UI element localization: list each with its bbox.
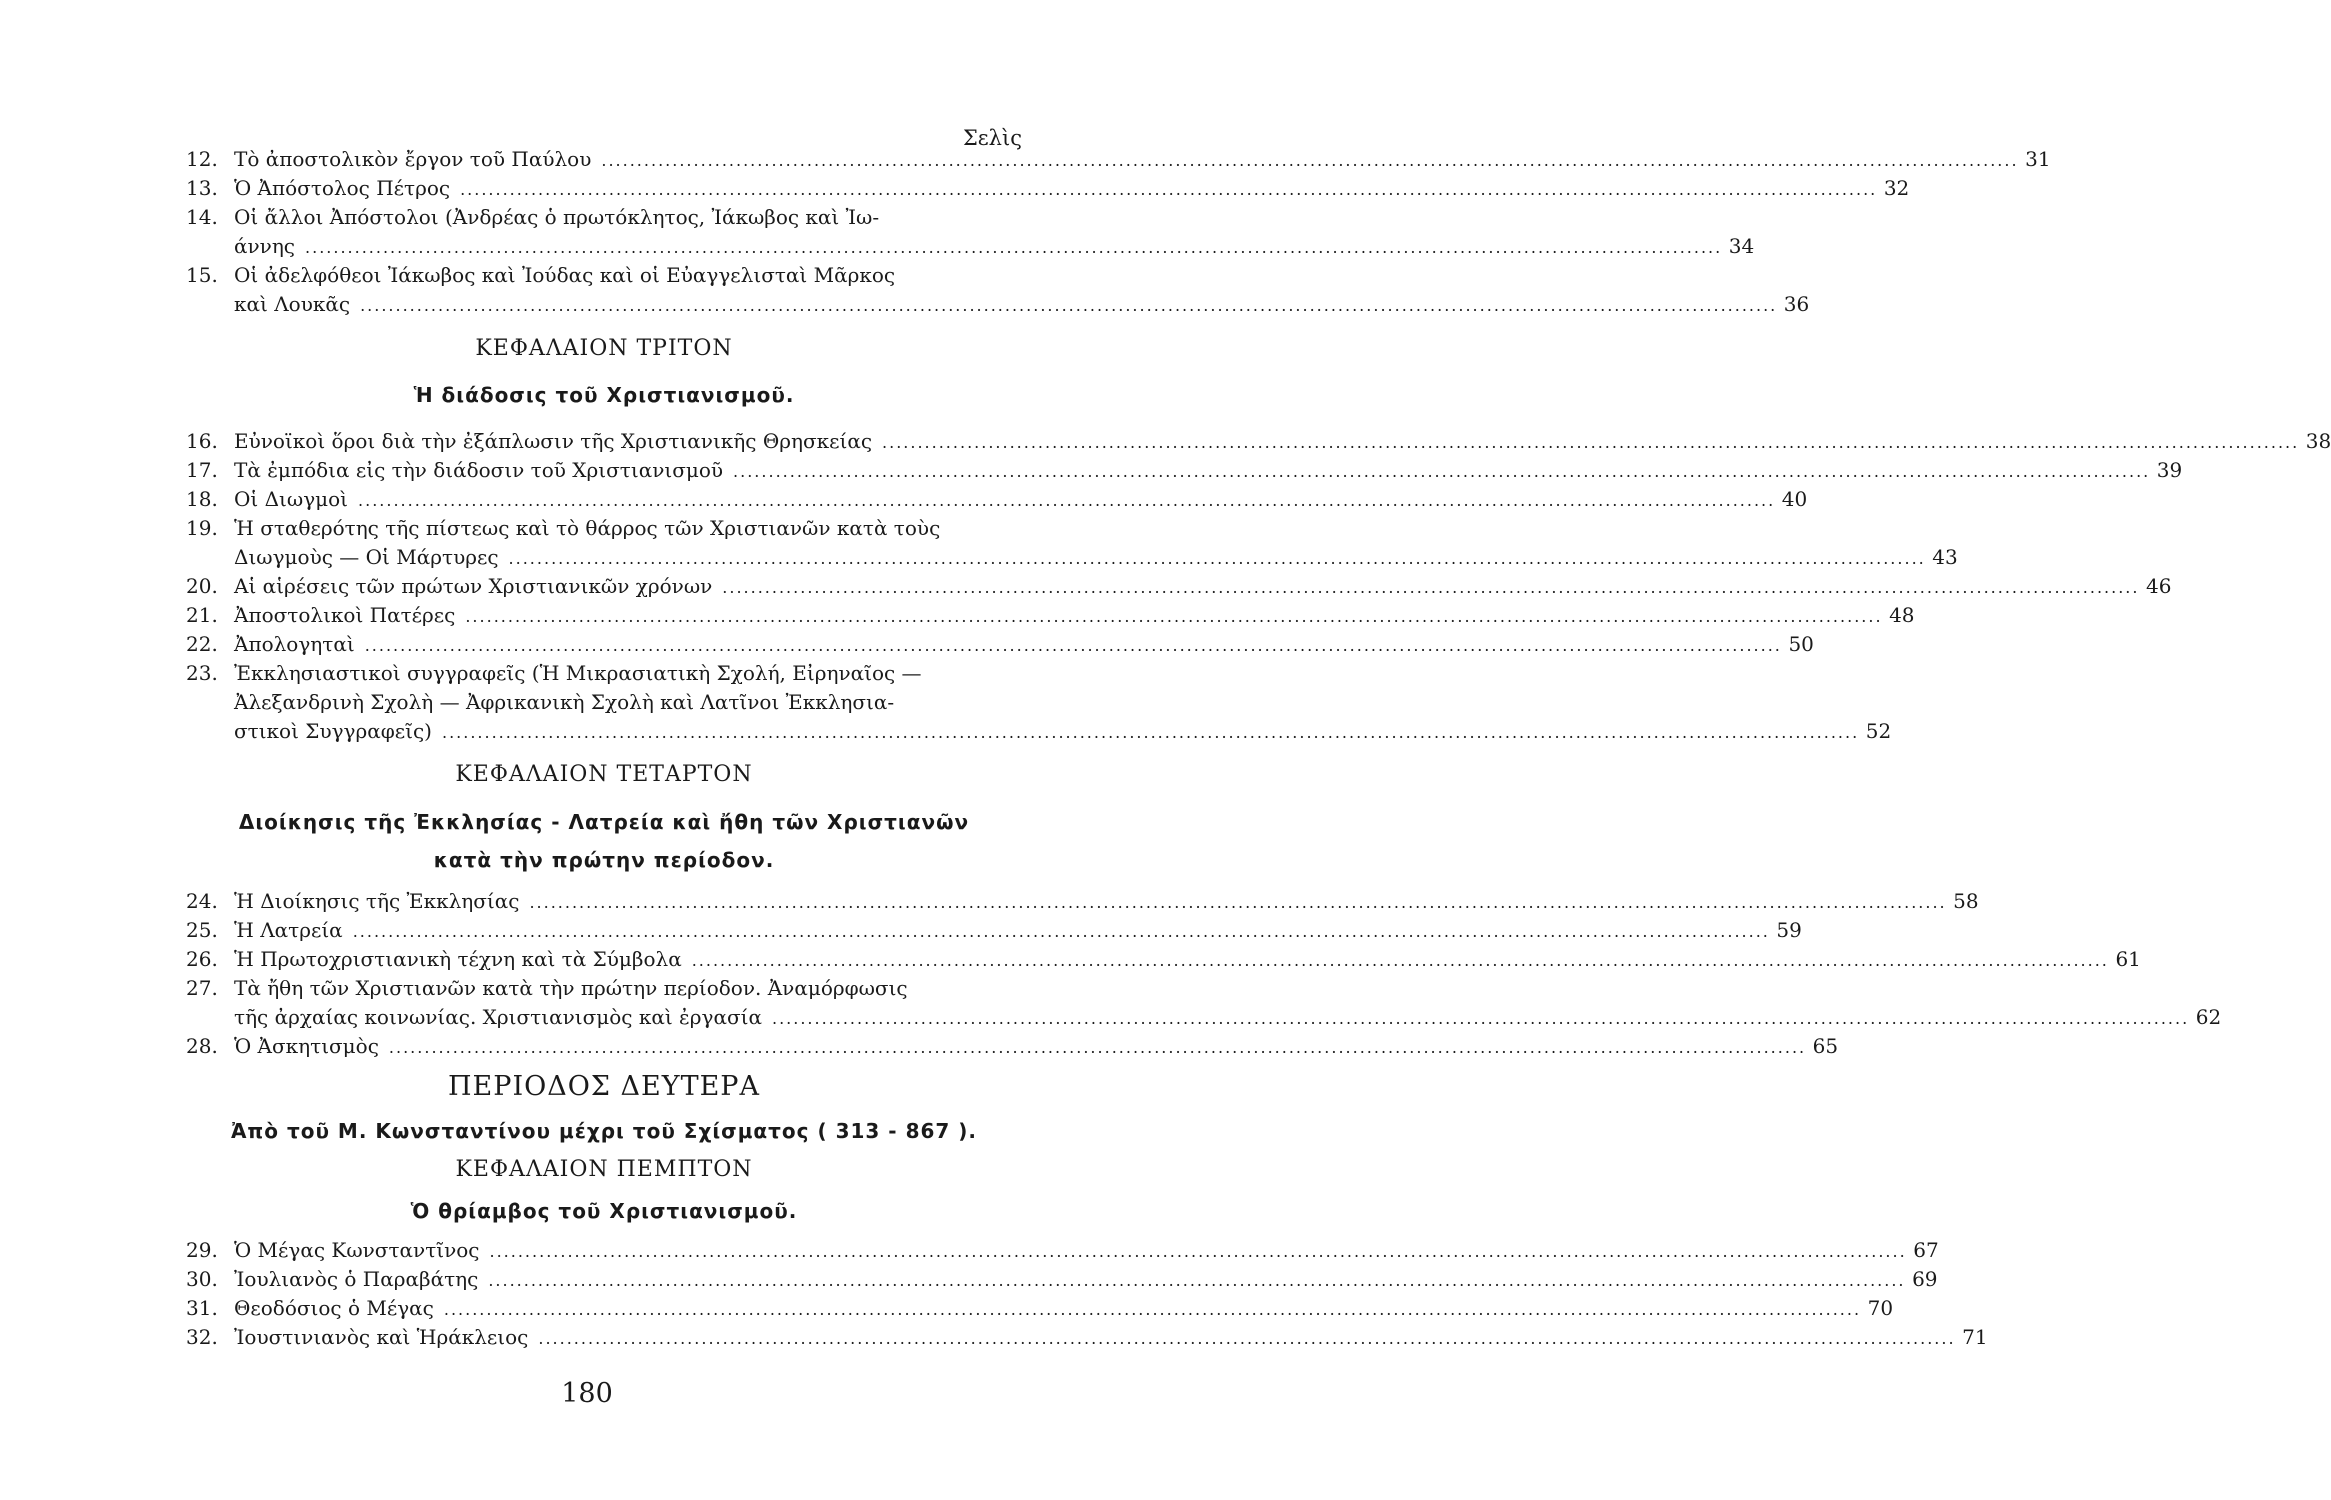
- toc-entry-page: 39: [2156, 458, 2183, 482]
- dot-leader: ........................................................................................................................................................................................................: [358, 491, 1776, 510]
- toc-entry-page: 61: [2115, 947, 2141, 971]
- toc-entry-number: 29.: [186, 1238, 218, 1262]
- toc-entry-page: 46: [2146, 574, 2172, 598]
- toc-entry-page: 36: [1783, 292, 1810, 316]
- toc-entry: [186, 261, 1810, 320]
- toc-entry-page: 58: [1953, 889, 1979, 913]
- toc-entry-number: 26.: [186, 947, 218, 971]
- toc-entry: [186, 572, 2172, 602]
- dot-leader: ........................................................................................................................................................................................................: [443, 1300, 1862, 1319]
- toc-entry-title-line: Τὰ ἤθη τῶν Χριστιανῶν κατὰ τὴν πρώτην περίοδον. Ἀναμόρφωσις: [234, 976, 908, 1000]
- dot-leader: ........................................................................................................................................................................................................: [388, 1038, 1807, 1057]
- toc-entry-title-line: άννης: [234, 234, 296, 258]
- toc-entry: [186, 1294, 1894, 1324]
- toc-entry-number: 19.: [186, 516, 218, 540]
- toc-entry: [186, 456, 2183, 486]
- dot-leader: ........................................................................................................................................................................................................: [305, 238, 1723, 257]
- toc-entry: [186, 659, 1892, 747]
- toc-entry-title-line: Ἰουστινιανὸς καὶ Ἡράκλειος: [234, 1325, 529, 1349]
- dot-leader: ........................................................................................................................................................................................................: [882, 433, 2300, 452]
- dot-leader: ........................................................................................................................................................................................................: [488, 1271, 1906, 1290]
- toc-entry-number: 21.: [186, 603, 218, 627]
- toc-entry-title-line: Ὁ Ἀσκητισμὸς: [234, 1034, 379, 1058]
- toc-entry-page: 38: [2305, 429, 2331, 453]
- toc-entry-number: 30.: [186, 1267, 218, 1291]
- period-two-subtitle: Ἀπὸ τοῦ Μ. Κωνσταντίνου μέχρι τοῦ Σχίσματος ( 313 - 867 ).: [230, 1119, 978, 1143]
- page-column-label: Σελὶς: [962, 126, 1022, 150]
- dot-leader: ........................................................................................................................................................................................................: [733, 462, 2151, 481]
- toc-entry: [186, 1323, 1988, 1353]
- toc-entry-title-line: Διωγμοὺς — Οἱ Μάρτυρες: [234, 545, 499, 569]
- toc-entry-page: 48: [1889, 603, 1915, 627]
- toc-entry-page: 31: [2025, 147, 2051, 171]
- dot-leader: ........................................................................................................................................................................................................: [352, 922, 1770, 941]
- toc-entry-number: 15.: [186, 263, 218, 287]
- toc-entry: [186, 1265, 1938, 1295]
- toc-entry-title-line: στικοὶ Συγγραφεῖς): [234, 719, 432, 743]
- toc-entry: [186, 630, 1814, 660]
- toc-entry-number: 32.: [186, 1325, 218, 1349]
- toc-entry-page: 62: [2195, 1005, 2222, 1029]
- toc-entry-title-line: τῆς ἀρχαίας κοινωνίας. Χριστιανισμὸς καὶ ἐργασία: [234, 1005, 762, 1029]
- toc-entry-number: 27.: [186, 976, 218, 1000]
- toc-entry-title-line: Ἡ σταθερότης τῆς πίστεως καὶ τὸ θάρρος τῶν Χριστιανῶν κατὰ τοὺς: [234, 516, 941, 540]
- toc-entry: [186, 1236, 1939, 1266]
- toc-entry-number: 31.: [186, 1296, 218, 1320]
- toc-entry-page: 32: [1883, 176, 1910, 200]
- toc-entry-title-line: Ἰουλιανὸς ὁ Παραβάτης: [234, 1267, 479, 1291]
- dot-leader: ........................................................................................................................................................................................................: [360, 296, 1778, 315]
- chapter-five-heading: ΚΕΦΑΛΑΙΟΝ ΠΕΜΠΤΟΝ: [455, 1157, 753, 1182]
- toc-entry-number: 20.: [186, 574, 218, 598]
- toc-entry-page: 70: [1867, 1296, 1894, 1320]
- dot-leader: ........................................................................................................................................................................................................: [529, 893, 1947, 912]
- toc-entry-title-line: Εὐνοϊκοὶ ὅροι διὰ τὴν ἐξάπλωσιν τῆς Χριστιανικῆς Θρησκείας: [234, 429, 873, 453]
- toc-entry: [186, 514, 1958, 573]
- toc-entry: [186, 945, 2141, 975]
- toc-entry-number: 12.: [186, 147, 218, 171]
- period-two-heading: ΠΕΡΙΟΔΟΣ ΔΕΥΤΕΡΑ: [448, 1071, 760, 1102]
- toc-entry-page: 71: [1962, 1325, 1988, 1349]
- page-number: 180: [561, 1378, 613, 1409]
- toc-entry: [186, 174, 1910, 204]
- toc-entry: [186, 601, 1915, 631]
- dot-leader: ........................................................................................................................................................................................................: [460, 180, 1878, 199]
- toc-entry-title-line: Οἱ Διωγμοὶ: [234, 487, 349, 511]
- toc-entry: [186, 203, 1755, 262]
- toc-entry-title-line: Ἐκκλησιαστικοὶ συγγραφεῖς (Ἡ Μικρασιατικὴ Σχολή, Εἰρηναῖος —: [234, 661, 922, 685]
- toc-entry-number: 25.: [186, 918, 218, 942]
- toc-entry-title-line: Ἀποστολικοὶ Πατέρες: [234, 603, 456, 627]
- toc-entry-title-line: Ἡ Πρωτοχριστιανικὴ τέχνη καὶ τὰ Σύμβολα: [234, 947, 682, 971]
- toc-entry-page: 65: [1812, 1034, 1839, 1058]
- toc-entry-title-line: Αἱ αἱρέσεις τῶν πρώτων Χριστιανικῶν χρόνων: [234, 574, 713, 598]
- toc-entry-number: 24.: [186, 889, 218, 913]
- toc-entry: [186, 916, 1802, 946]
- toc-entry-title-line: Ἡ Λατρεία: [234, 918, 343, 942]
- toc-entry-number: 13.: [186, 176, 218, 200]
- dot-leader: ........................................................................................................................................................................................................: [441, 723, 1860, 742]
- toc-entry-number: 17.: [186, 458, 218, 482]
- dot-leader: ........................................................................................................................................................................................................: [771, 1009, 2190, 1028]
- chapter-four-subtitle-line1: Διοίκησις τῆς Ἐκκλησίας - Λατρεία καὶ ἤθη τῶν Χριστιανῶν: [238, 810, 970, 834]
- dot-leader: ........................................................................................................................................................................................................: [508, 549, 1926, 568]
- toc-entry-number: 18.: [186, 487, 218, 511]
- toc-entry: [186, 485, 1808, 515]
- toc-entry-title-line: Τὸ ἀποστολικὸν ἔργον τοῦ Παύλου: [234, 147, 592, 171]
- toc-entry-number: 22.: [186, 632, 218, 656]
- dot-leader: ........................................................................................................................................................................................................: [489, 1242, 1907, 1261]
- toc-entry-page: 52: [1865, 719, 1892, 743]
- toc-entry-title-line: Ἡ Διοίκησις τῆς Ἐκκλησίας: [234, 889, 520, 913]
- toc-entry-page: 67: [1913, 1238, 1939, 1262]
- toc-entry-number: 28.: [186, 1034, 218, 1058]
- toc-entry-title-line: καὶ Λουκᾶς: [234, 292, 351, 316]
- dot-leader: ........................................................................................................................................................................................................: [601, 151, 2019, 170]
- dot-leader: ........................................................................................................................................................................................................: [465, 607, 1883, 626]
- toc-entry-page: 34: [1728, 234, 1755, 258]
- toc-entry-page: 59: [1776, 918, 1802, 942]
- toc-entry: [186, 1032, 1839, 1062]
- toc-entry: [186, 887, 1979, 917]
- toc-entry-title-line: Ἀλεξανδρινὴ Σχολὴ — Ἀφρικανικὴ Σχολὴ καὶ Λατῖνοι Ἐκκλησια-: [234, 690, 895, 714]
- toc-entry-title-line: Ὁ Μέγας Κωνσταντῖνος: [234, 1238, 480, 1262]
- chapter-four-subtitle-line2: κατὰ τὴν πρώτην περίοδον.: [433, 848, 775, 872]
- chapter-three-heading: ΚΕΦΑΛΑΙΟΝ ΤΡΙΤΟΝ: [475, 336, 733, 361]
- toc-entry-page: 40: [1781, 487, 1808, 511]
- dot-leader: ........................................................................................................................................................................................................: [722, 578, 2140, 597]
- dot-leader: ........................................................................................................................................................................................................: [538, 1329, 1956, 1348]
- dot-leader: ........................................................................................................................................................................................................: [691, 951, 2109, 970]
- dot-leader: ........................................................................................................................................................................................................: [364, 636, 1782, 655]
- toc-entry-title-line: Τὰ ἐμπόδια εἰς τὴν διάδοσιν τοῦ Χριστιανισμοῦ: [234, 458, 724, 482]
- toc-entry: [186, 974, 2222, 1033]
- toc-entry-number: 23.: [186, 661, 218, 685]
- toc-entry-title-line: Ὁ Ἀπόστολος Πέτρος: [234, 176, 451, 200]
- toc-entry-page: 69: [1912, 1267, 1938, 1291]
- toc-entry: [186, 145, 2051, 175]
- chapter-four-heading: ΚΕΦΑΛΑΙΟΝ ΤΕΤΑΡΤΟΝ: [455, 762, 753, 787]
- toc-entry-title-line: Θεοδόσιος ὁ Μέγας: [234, 1296, 434, 1320]
- toc-entry: [186, 427, 2331, 457]
- toc-entry-title-line: Οἱ ἄλλοι Ἀπόστολοι (Ἀνδρέας ὁ πρωτόκλητος, Ἰάκωβος καὶ Ἰω-: [234, 205, 880, 229]
- toc-entry-page: 43: [1932, 545, 1958, 569]
- toc-entry-page: 50: [1788, 632, 1814, 656]
- toc-entry-number: 14.: [186, 205, 218, 229]
- toc-entry-title-line: Ἀπολογηταὶ: [234, 632, 355, 656]
- chapter-five-subtitle: Ὁ θρίαμβος τοῦ Χριστιανισμοῦ.: [410, 1199, 798, 1223]
- chapter-three-subtitle: Ἡ διάδοσις τοῦ Χριστιανισμοῦ.: [413, 383, 795, 407]
- toc-entry-number: 16.: [186, 429, 218, 453]
- toc-entry-title-line: Οἱ ἀδελφόθεοι Ἰάκωβος καὶ Ἰούδας καὶ οἱ Εὐαγγελισταὶ Μᾶρκος: [234, 263, 896, 287]
